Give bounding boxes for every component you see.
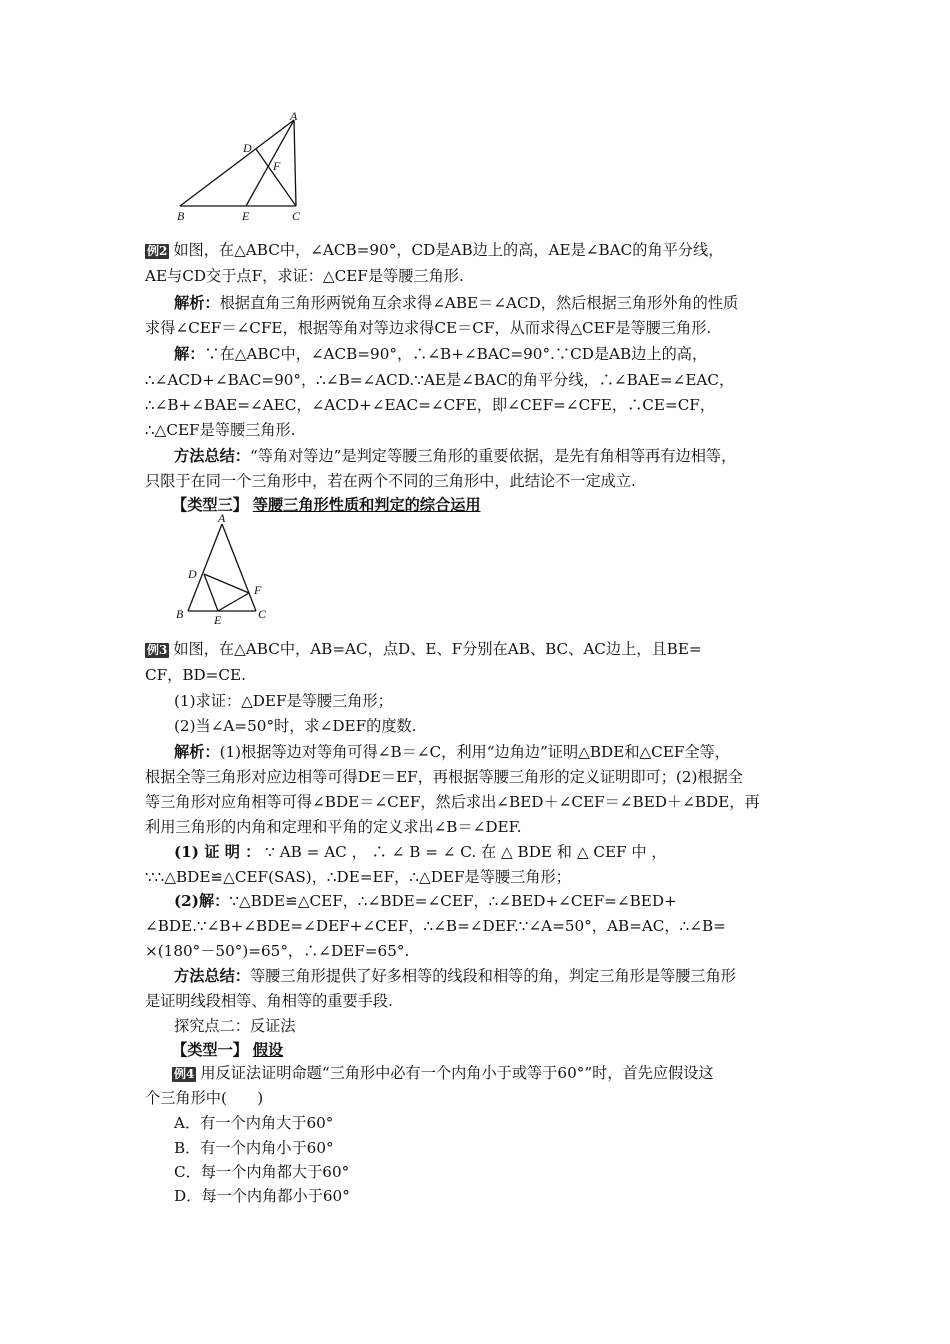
type1-bracket: 【类型一】 [172,1041,248,1059]
label-e: E [214,613,222,627]
ex2-solution-line-1 [174,344,707,364]
option-d: D．每一个内角都小于60° [174,1187,350,1205]
ex3-analysis-line-1 [174,742,730,762]
label-c: C [258,607,267,621]
ex4-question-line-1 [172,1063,714,1083]
ex3-proof-line-4: ∠BDE.∵∠B+∠BDE=∠DEF+∠CEF，∴∠B=∠DEF.∵∠A=50°，AB=AC，∴∠B= [145,917,726,935]
ex2-m1: “等角对等边”是判定等腰三角形的重要依据，是先有角相等再有边相等， [249,447,737,465]
section-heading: 探究点二：反证法 [174,1017,296,1035]
ex3-analysis-line-2: 根据全等三角形对应边相等可得DE＝EF，再根据等腰三角形的定义证明即可；(2)根据全 [145,768,743,786]
ex2-solution-line-4: ∴△CEF是等腰三角形. [145,421,296,439]
ex2-q1: 如图，在△ABC中，∠ACB=90°，CD是AB边上的高，AE是∠BAC的角平分线， [173,241,724,259]
proof-heading: (1) 证 明 ： [174,843,261,861]
ex3-proof-line-3 [174,891,677,911]
ex3-question-line-2: CF，BD=CE. [145,666,246,684]
ex3-proof-line-5: ×(180°－50°)=65°，∴∠DEF=65°. [145,942,410,960]
label-a: A [218,511,226,525]
ex4-q1: 用反证法证明命题“三角形中必有一个内角小于或等于60°”时，首先应假设这 [200,1064,714,1082]
ex3-method-line-2: 是证明线段相等、角相等的重要手段. [145,992,393,1010]
ex3-proof-line-1 [174,842,667,862]
ex3-p3: ∵△BDE≌△CEF，∴∠BDE=∠CEF，∴∠BED+∠CEF=∠BED+ [229,892,677,910]
ex2-analysis-line-2: 求得∠CEF＝∠CFE，根据等角对等边求得CE＝CF，从而求得△CEF是等腰三角形. [145,319,712,337]
ex4-question-line-2: 个三角形中( ) [145,1089,264,1107]
label-e: E [242,209,250,223]
example-badge: 例2 [147,244,168,258]
label-c: C [292,209,301,223]
ex3-q1: 如图，在△ABC中，AB=AC，点D、E、F分别在AB、BC、AC边上，且BE= [173,640,702,658]
example-badge: 例4 [174,1067,195,1081]
method-heading: 方法总结： [174,447,250,465]
label-f: F [254,583,262,597]
ex3-proof-line-2: ∵∴△BDE≌△CEF(SAS)，∴DE=EF，∴△DEF是等腰三角形； [145,868,571,886]
ex2-solution-line-3: ∴∠B+∠BAE=∠AEC，∠ACD+∠EAC=∠CFE，即∠CEF=∠CFE，∴CE=CF， [145,396,716,414]
ex2-solution-line-2: ∴∠ACD+∠BAC=90°，∴∠B=∠ACD.∵AE是∠BAC的角平分线，∴∠BAE=∠EAC， [145,371,735,389]
option-c: C．每一个内角都大于60° [174,1163,350,1181]
label-b: B [177,209,185,223]
figure-right-triangle [170,108,320,226]
ex2-method-line-1 [174,446,736,466]
type3-title: 等腰三角形性质和判定的综合运用 [252,496,481,514]
label-b: B [176,607,184,621]
ex2-s1: ∵在△ABC中，∠ACB=90°，∴∠B+∠BAC=90°.∵CD是AB边上的高， [204,345,708,363]
label-d: D [188,567,197,581]
option-a: A．有一个内角大于60° [174,1114,334,1132]
option-b: B．有一个内角小于60° [174,1139,334,1157]
ex3-analysis-line-4: 利用三角形的内角和定理和平角的定义求出∠B＝∠DEF. [145,818,522,836]
type3-bracket: 【类型三】 [172,496,248,514]
proof-2-heading: (2)解： [174,892,230,910]
ex3-method-line-1 [174,966,736,986]
figure-isosceles-triangle [170,510,280,628]
ex3-question-line-1 [145,639,702,659]
ex2-method-line-2: 只限于在同一个三角形中，若在两个不同的三角形中，此结论不一定成立. [145,472,636,490]
analysis-heading: 解析： [174,294,220,312]
label-f: F [273,159,281,173]
ex3-question-line-3: (1)求证：△DEF是等腰三角形； [174,692,393,710]
label-a: A [290,109,298,123]
ex2-question-line-2: AE与CD交于点F，求证：△CEF是等腰三角形. [145,267,464,285]
ex3-p1: ∵ AB = AC ， ∴ ∠ B = ∠ C. 在 △ BDE 和 △ CEF 中 ， [265,843,667,861]
ex3-a1: (1)根据等边对等角可得∠B＝∠C，利用“边角边”证明△BDE和△CEF全等， [219,743,730,761]
method-heading: 方法总结： [174,967,250,985]
example-badge: 例3 [147,643,168,657]
label-d: D [243,141,252,155]
type1-title: 假设 [252,1041,284,1059]
ex3-analysis-line-3: 等三角形对应角相等可得∠BDE＝∠CEF，然后求出∠BED＋∠CEF＝∠BED＋∠BDE，再 [145,793,760,811]
ex2-analysis-line-1 [174,293,738,313]
solution-heading: 解： [174,345,205,363]
analysis-heading: 解析： [174,743,220,761]
ex2-a1: 根据直角三角形两锐角互余求得∠ABE＝∠ACD，然后根据三角形外角的性质 [219,294,739,312]
ex3-question-line-4: (2)当∠A=50°时，求∠DEF的度数. [174,717,417,735]
ex3-m1: 等腰三角形提供了好多相等的线段和相等的角，判定三角形是等腰三角形 [249,967,736,985]
type1-heading [172,1040,283,1060]
ex2-question-line-1 [145,240,723,260]
